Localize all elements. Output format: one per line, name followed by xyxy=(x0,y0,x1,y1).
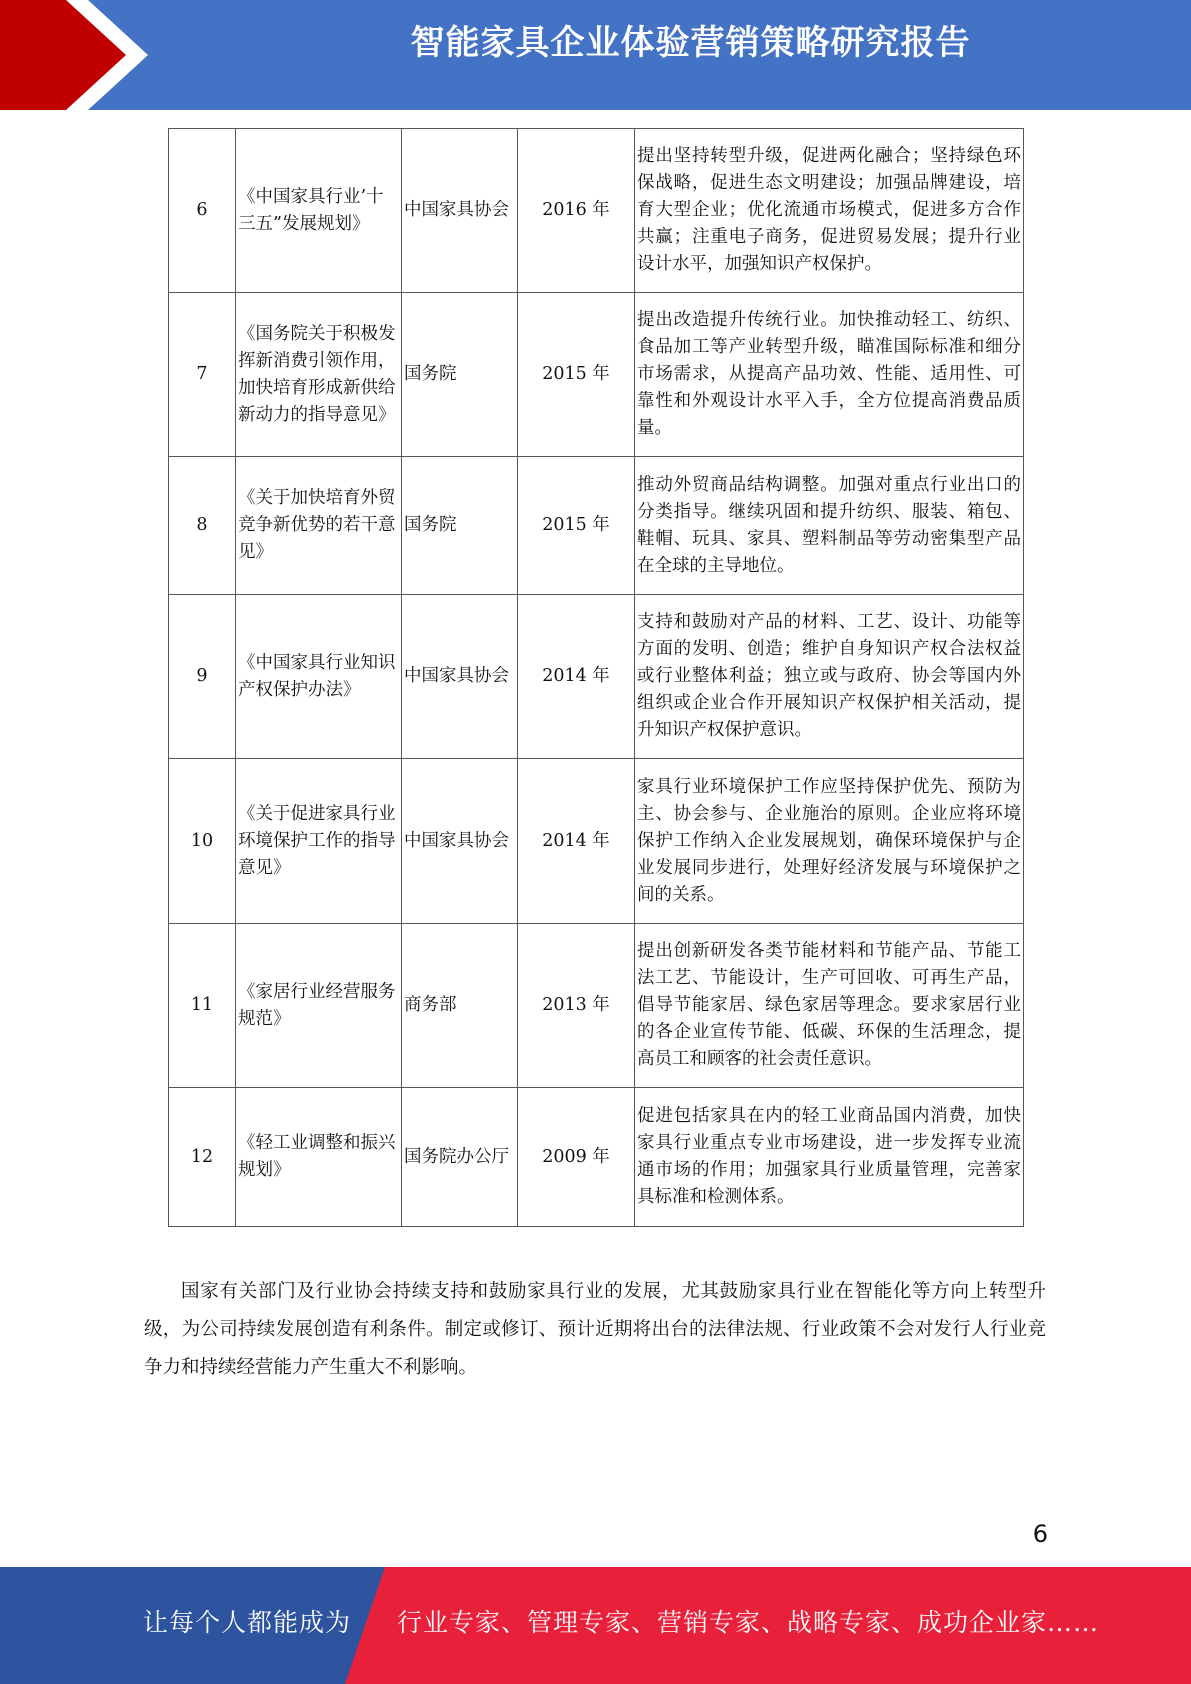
header-title: 智能家具企业体验营销策略研究报告 xyxy=(410,23,971,63)
policy-name: 《家居行业经营服务规范》 xyxy=(236,924,402,1088)
policy-issuer: 中国家具协会 xyxy=(402,759,518,924)
policy-year: 2014 年 xyxy=(518,595,635,759)
table-row xyxy=(169,293,1024,457)
policy-name: 《国务院关于积极发挥新消费引领作用，加快培育形成新供给新动力的指导意见》 xyxy=(236,293,402,457)
policy-year: 2009 年 xyxy=(518,1088,635,1227)
policy-content: 提出创新研发各类节能材料和节能产品、节能工法工艺、节能设计，生产可回收、可再生产品，倡导节能家居、绿色家居等理念。要求家居行业的各企业宣传节能、低碳、环保的生活理念，提高员工和顾客的社会责任意识。 xyxy=(635,924,1024,1088)
header-banner xyxy=(0,0,1191,110)
policy-name: 《关于加快培育外贸竞争新优势的若干意见》 xyxy=(236,457,402,595)
policy-issuer: 商务部 xyxy=(402,924,518,1088)
policy-name: 《关于促进家具行业环境保护工作的指导意见》 xyxy=(236,759,402,924)
policy-year: 2015 年 xyxy=(518,293,635,457)
policy-issuer: 国务院 xyxy=(402,457,518,595)
policy-content: 支持和鼓励对产品的材料、工艺、设计、功能等方面的发明、创造；维护自身知识产权合法权益或行业整体利益；独立或与政府、协会等国内外组织或企业合作开展知识产权保护相关活动，提升知识产权保护意识。 xyxy=(635,595,1024,759)
row-number: 7 xyxy=(169,293,236,457)
policy-content: 家具行业环境保护工作应坚持保护优先、预防为主、协会参与、企业施治的原则。企业应将环境保护工作纳入企业发展规划，确保环境保护与企业发展同步进行，处理好经济发展与环境保护之间的关系。 xyxy=(635,759,1024,924)
row-number: 11 xyxy=(169,924,236,1088)
policy-content: 提出坚持转型升级，促进两化融合；坚持绿色环保战略，促进生态文明建设；加强品牌建设，培育大型企业；优化流通市场模式，促进多方合作共赢；注重电子商务，促进贸易发展；提升行业设计水平，加强知识产权保护。 xyxy=(635,129,1024,293)
footer-slogan-left: 让每个人都能成为 xyxy=(143,1608,352,1637)
policy-content: 提出改造提升传统行业。加快推动轻工、纺织、食品加工等产业转型升级，瞄准国际标准和细分市场需求，从提高产品功效、性能、适用性、可靠性和外观设计水平入手，全方位提高消费品质量。 xyxy=(635,293,1024,457)
table-row xyxy=(169,129,1024,293)
table-row xyxy=(169,595,1024,759)
row-number: 6 xyxy=(169,129,236,293)
table-row xyxy=(169,1088,1024,1227)
table-row xyxy=(169,924,1024,1088)
page-number: 6 xyxy=(1032,1520,1048,1548)
table-row xyxy=(169,759,1024,924)
policy-year: 2013 年 xyxy=(518,924,635,1088)
row-number: 9 xyxy=(169,595,236,759)
policy-name: 《中国家具行业’十三五”发展规划》 xyxy=(236,129,402,293)
row-number: 12 xyxy=(169,1088,236,1227)
policy-year: 2014 年 xyxy=(518,759,635,924)
footer-slogan-right: 行业专家、管理专家、营销专家、战略专家、成功企业家…… xyxy=(397,1608,1100,1637)
policy-issuer: 中国家具协会 xyxy=(402,595,518,759)
policy-year: 2015 年 xyxy=(518,457,635,595)
row-number: 8 xyxy=(169,457,236,595)
body-paragraph: 国家有关部门及行业协会持续支持和鼓励家具行业的发展，尤其鼓励家具行业在智能化等方向上转型升级，为公司持续发展创造有利条件。制定或修订、预计近期将出台的法律法规、行业政策不会对发行人行业竞争力和持续经营能力产生重大不利影响。 xyxy=(144,1281,1046,1378)
footer-banner xyxy=(0,1567,1191,1684)
policy-issuer: 国务院办公厅 xyxy=(402,1088,518,1227)
policy-table xyxy=(168,128,1024,1227)
policy-content: 促进包括家具在内的轻工业商品国内消费，加快家具行业重点专业市场建设，进一步发挥专业流通市场的作用；加强家具行业质量管理，完善家具标准和检测体系。 xyxy=(635,1088,1024,1227)
table-row xyxy=(169,457,1024,595)
policy-issuer: 国务院 xyxy=(402,293,518,457)
policy-content: 推动外贸商品结构调整。加强对重点行业出口的分类指导。继续巩固和提升纺织、服装、箱包、鞋帽、玩具、家具、塑料制品等劳动密集型产品在全球的主导地位。 xyxy=(635,457,1024,595)
row-number: 10 xyxy=(169,759,236,924)
policy-name: 《中国家具行业知识产权保护办法》 xyxy=(236,595,402,759)
policy-name: 《轻工业调整和振兴规划》 xyxy=(236,1088,402,1227)
policy-issuer: 中国家具协会 xyxy=(402,129,518,293)
policy-year: 2016 年 xyxy=(518,129,635,293)
